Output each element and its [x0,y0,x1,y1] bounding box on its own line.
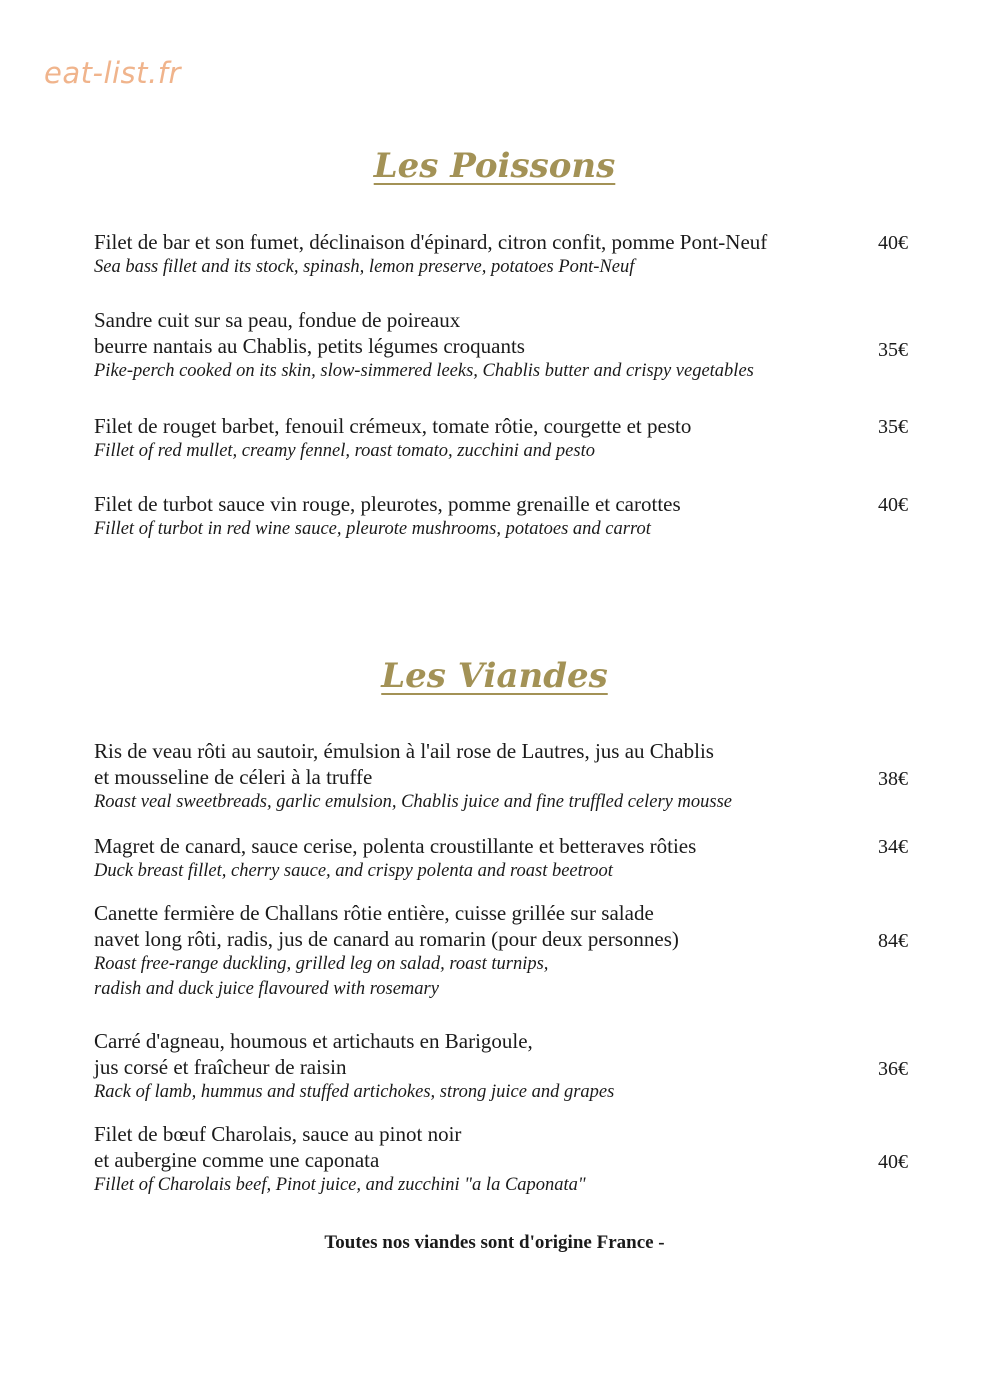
dish-price: 40€ [878,232,908,254]
dish-name-fr: beurre nantais au Chablis, petits légumes croquants [94,334,525,358]
menu-item [94,491,908,542]
dish-price: 36€ [878,1058,908,1080]
dish-name-fr: Magret de canard, sauce cerise, polenta croustillante et betteraves rôties [94,834,697,858]
dish-name-en: Rack of lamb, hummus and stuffed artichokes, strong juice and grapes [94,1082,615,1102]
dish-price: 84€ [878,930,908,952]
dish-name-fr: Filet de bœuf Charolais, sauce au pinot noir [94,1122,462,1146]
dish-name-en: radish and duck juice flavoured with rosemary [94,978,439,999]
dish-name-en: Fillet of red mullet, creamy fennel, roast tomato, zucchini and pesto [94,441,595,461]
dish-name-en: Roast free-range duckling, grilled leg on salad, roast turnips, [94,954,549,974]
menu-item [94,229,908,280]
dish-name-en: Duck breast fillet, cherry sauce, and crispy polenta and roast beetroot [94,861,613,881]
dish-price: 38€ [878,768,908,790]
dish-name-fr: Filet de turbot sauce vin rouge, pleurotes, pomme grenaille et carottes [94,492,681,516]
dish-name-en: Roast veal sweetbreads, garlic emulsion, Chablis juice and fine truffled celery mousse [94,792,732,812]
dish-name-en: Fillet of Charolais beef, Pinot juice, and zucchini "a la Caponata" [94,1175,586,1195]
section-title-poissons: Les Poissons [373,146,616,186]
dish-name-fr: jus corsé et fraîcheur de raisin [94,1055,347,1079]
menu-item [94,1028,908,1105]
dish-price: 35€ [878,416,908,438]
dish-price: 35€ [878,339,908,361]
dish-name-fr: Filet de rouget barbet, fenouil crémeux, tomate rôtie, courgette et pesto [94,414,692,438]
watermark-logo: eat-list.fr [44,56,181,90]
menu-item [94,1121,908,1198]
dish-price: 40€ [878,1151,908,1173]
menu-item [94,900,908,1001]
dish-name-en: Fillet of turbot in red wine sauce, pleurote mushrooms, potatoes and carrot [94,519,651,539]
dish-name-fr: navet long rôti, radis, jus de canard au romarin (pour deux personnes) [94,927,679,951]
menu-item [94,307,908,384]
dish-name-fr: Carré d'agneau, houmous et artichauts en Barigoule, [94,1029,533,1053]
menu-item [94,833,908,884]
dish-name-en: Pike-perch cooked on its skin, slow-simmered leeks, Chablis butter and crispy vegetables [94,361,754,381]
dish-name-fr: Ris de veau rôti au sautoir, émulsion à l'ail rose de Lautres, jus au Chablis [94,739,714,763]
dish-price: 34€ [878,836,908,858]
dish-name-en: Sea bass fillet and its stock, spinash, lemon preserve, potatoes Pont-Neuf [94,257,635,277]
origin-footnote: Toutes nos viandes sont d'origine France - [324,1232,665,1253]
dish-price: 40€ [878,494,908,516]
menu-item [94,413,908,464]
dish-name-fr: Filet de bar et son fumet, déclinaison d'épinard, citron confit, pomme Pont-Neuf [94,230,768,254]
dish-name-fr: et mousseline de céleri à la truffe [94,765,373,789]
menu-item [94,738,908,815]
section-title-viandes: Les Viandes [381,656,608,696]
dish-name-fr: Canette fermière de Challans rôtie entière, cuisse grillée sur salade [94,901,654,925]
dish-name-fr: Sandre cuit sur sa peau, fondue de poireaux [94,308,461,332]
dish-name-fr: et aubergine comme une caponata [94,1148,380,1172]
